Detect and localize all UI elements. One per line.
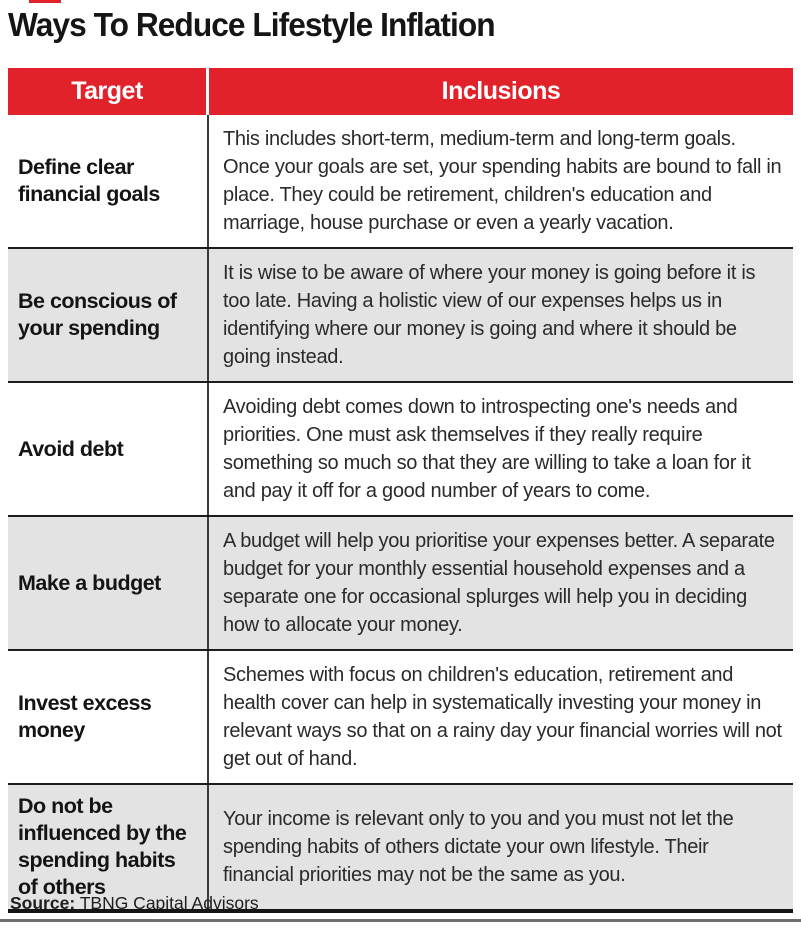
table-row [8,649,793,783]
inclusion-cell: Your income is relevant only to you and you must not let the spending habits of others dictate your own lifestyle. Their financial priorities may not be the same as you. [223,808,734,886]
table-row [8,783,793,909]
target-cell: Avoid debt [8,383,209,515]
target-cell: Invest excess money [8,651,209,783]
target-cell: Make a budget [8,517,209,649]
table-row [8,381,793,515]
inclusion-cell: This includes short-term, medium-term and long-term goals. Once your goals are set, your spending habits are bound to fall in place. They could be retirement, children's education and marriage, house purchase or even a yearly vacation. [223,128,782,234]
table-header-row [8,68,793,115]
header-cell-inclusions: Inclusions [209,68,793,115]
page-title: Ways To Reduce Lifestyle Inflation [8,6,495,43]
inclusion-cell: Avoiding debt comes down to introspecting one's needs and priorities. One must ask themselves if they really require something so much so that they are willing to take a loan for it and pay it off for a good number of years to come. [223,396,751,502]
source-text: TBNG Capital Advisors [75,893,259,913]
table-row [8,515,793,649]
table-row [8,115,793,247]
source-line [10,893,259,914]
inclusion-cell: It is wise to be aware of where your money is going before it is too late. Having a holistic view of our expenses helps us in identifying where our money is going and where it should be going instead. [223,262,756,368]
top-red-accent [29,0,61,3]
target-cell: Do not be influenced by the spending habits of others [8,785,209,909]
source-label: Source: [10,893,76,913]
inclusion-cell: A budget will help you prioritise your expenses better. A separate budget for your monthly essential household expenses and a separate one for occasional splurges will help you in deciding how to allocate your money. [223,530,775,636]
lifestyle-inflation-table [8,68,793,913]
header-cell-target: Target [8,68,209,115]
target-cell: Be conscious of your spending [8,249,209,381]
table-row [8,247,793,381]
target-cell: Define clear financial goals [8,115,209,247]
inclusion-cell: Schemes with focus on children's education, retirement and health cover can help in systematically investing your money in relevant ways so that on a rainy day your financial worries will not get out of hand. [223,664,782,770]
bottom-divider-rule [0,919,801,922]
